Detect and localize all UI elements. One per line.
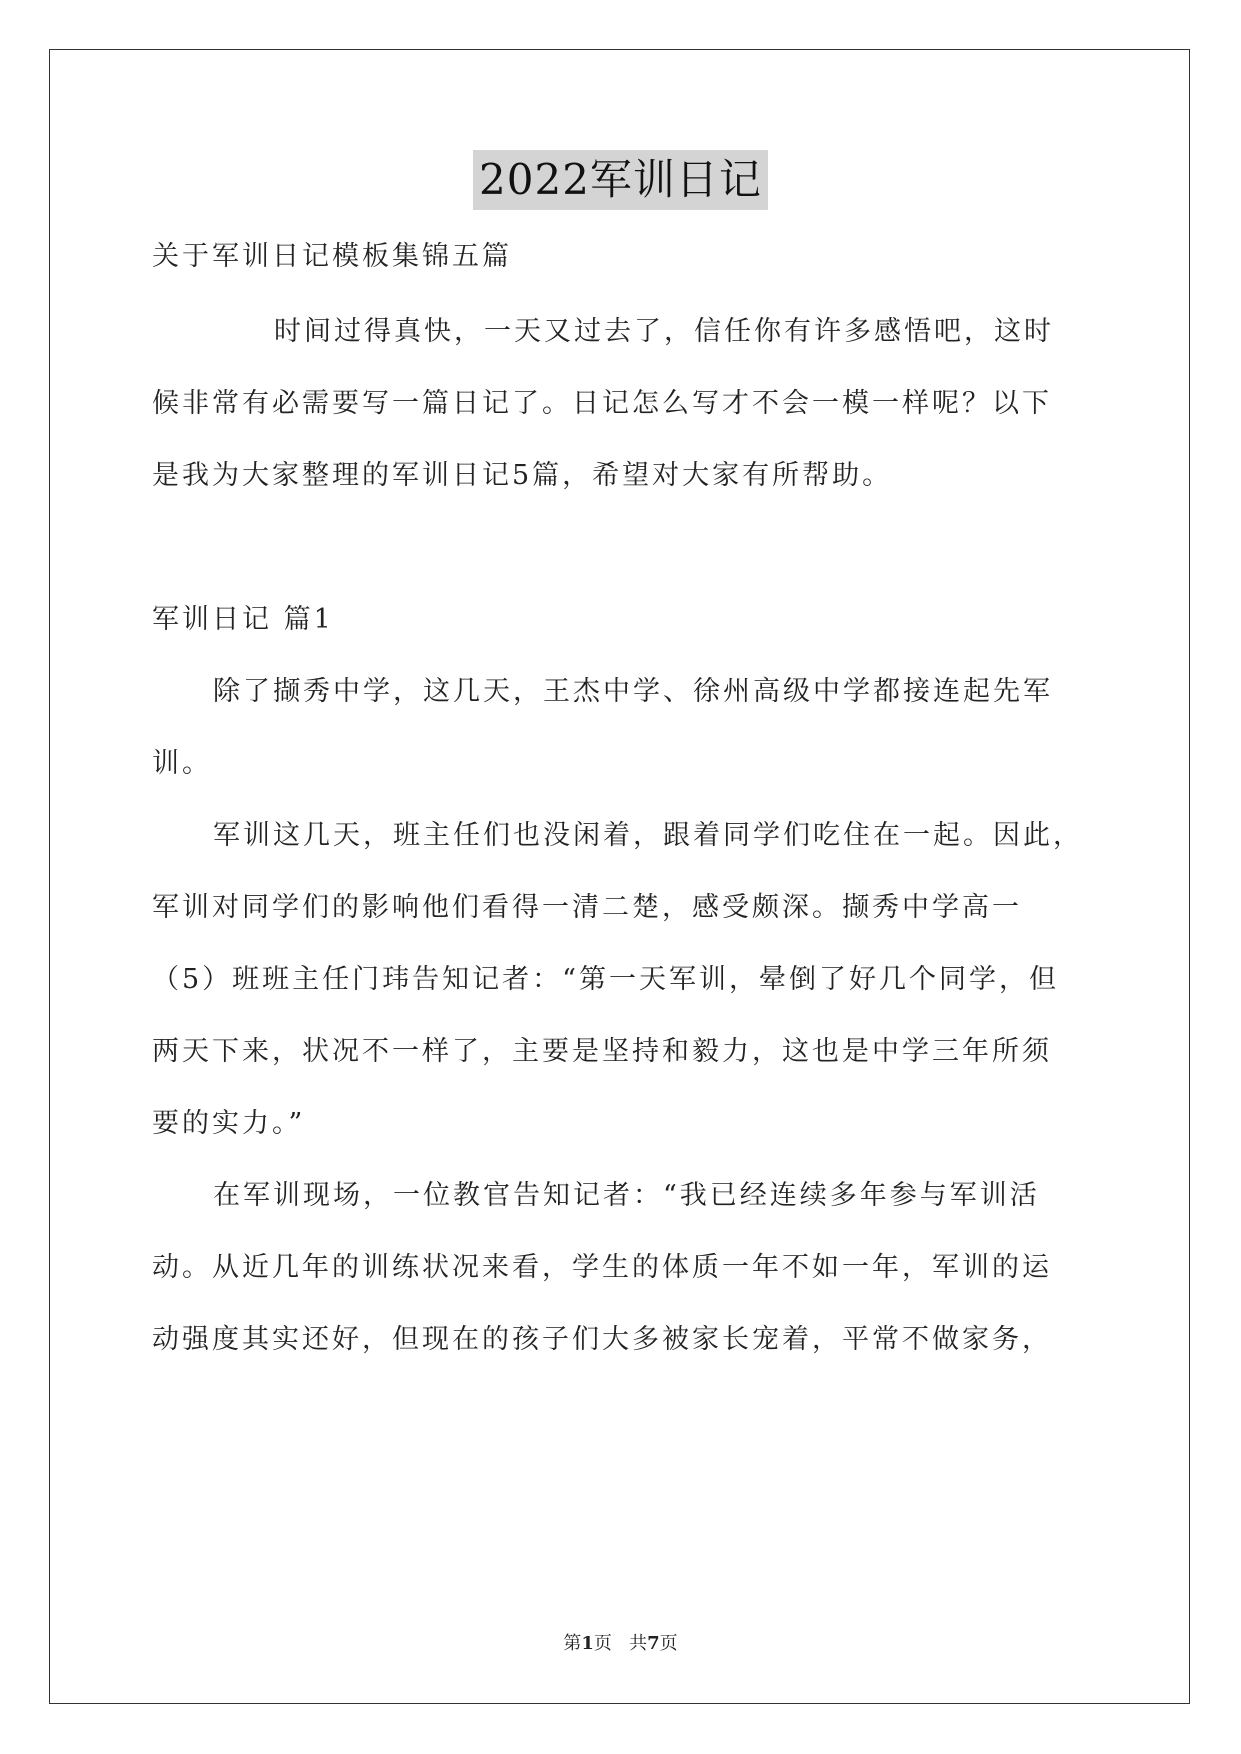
paragraph-line: 动强度其实还好，但现在的孩子们大多被家长宠着，平常不做家务，: [152, 1324, 1052, 1355]
section-heading: 军训日记 篇1: [152, 604, 334, 635]
intro-line: 是我为大家整理的军训日记5篇，希望对大家有所帮助。: [152, 460, 893, 491]
page-footer: [0, 1632, 1241, 1656]
page-border: [49, 49, 1190, 1704]
subtitle: 关于军训日记模板集锦五篇: [152, 241, 512, 272]
paragraph-line: 两天下来，状况不一样了，主要是坚持和毅力，这也是中学三年所须: [152, 1036, 1052, 1067]
page-label-prefix: 第: [563, 1633, 582, 1654]
paragraph-line: 在军训现场，一位教官告知记者：“我已经连续多年参与军训活: [213, 1180, 1040, 1211]
paragraph-line: 军训这几天，班主任们也没闲着，跟着同学们吃住在一起。因此，: [213, 820, 1083, 851]
paragraph-line: 训。: [152, 748, 212, 779]
paragraph-line: 除了撷秀中学，这几天，王杰中学、徐州高级中学都接连起先军: [213, 676, 1053, 707]
intro-line: 候非常有必需要写一篇日记了。日记怎么写才不会一模一样呢？以下: [152, 388, 1052, 419]
page-label-suffix: 页: [659, 1633, 678, 1654]
page-label-mid: 页 共: [593, 1633, 648, 1654]
total-page-number: 7: [647, 1633, 660, 1654]
paragraph-line: 军训对同学们的影响他们看得一清二楚，感受颇深。撷秀中学高一: [152, 892, 1022, 923]
paragraph-line: （5）班班主任门玮告知记者：“第一天军训，晕倒了好几个同学，但: [152, 964, 1059, 995]
document-title: 2022军训日记: [473, 150, 768, 210]
current-page-number: 1: [581, 1633, 594, 1654]
paragraph-line: 动。从近几年的训练状况来看，学生的体质一年不如一年，军训的运: [152, 1252, 1052, 1283]
paragraph-line: 要的实力。”: [152, 1108, 306, 1139]
intro-line: 时间过得真快，一天又过去了，信任你有许多感悟吧，这时: [274, 316, 1054, 347]
title-container: [0, 150, 1241, 210]
